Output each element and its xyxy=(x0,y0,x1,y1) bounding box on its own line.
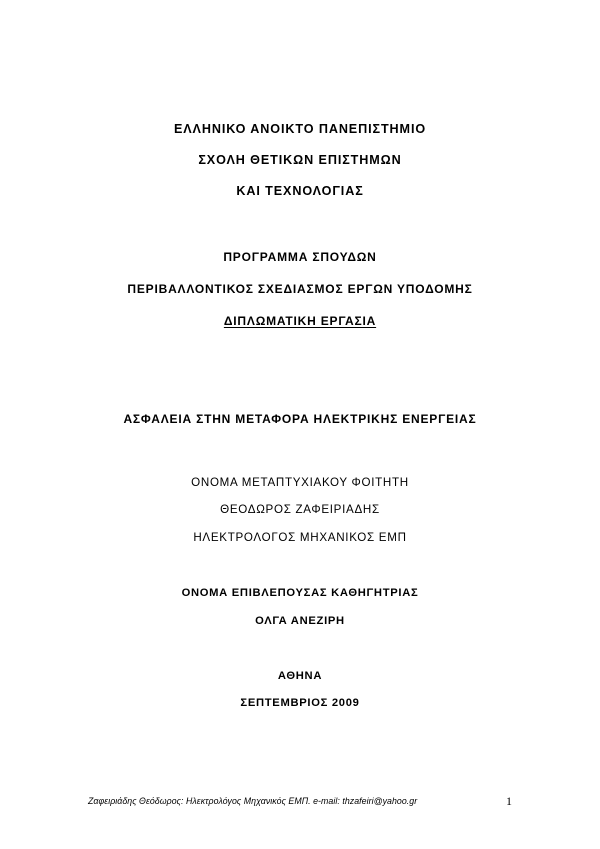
school-name-line2: ΚΑΙ ΤΕΧΝΟΛΟΓΙΑΣ xyxy=(236,184,364,198)
thesis-label xyxy=(0,313,600,329)
program-name: ΠΕΡΙΒΑΛΛΟΝΤΙΚΟΣ ΣΧΕΔΙΑΣΜΟΣ ΕΡΓΩΝ ΥΠΟΔΟΜΗΣ xyxy=(127,282,473,296)
thesis-title: ΑΣΦΑΛΕΙΑ ΣΤΗΝ ΜΕΤΑΦΟΡΑ ΗΛΕΚΤΡΙΚΗΣ ΕΝΕΡΓΕΙΑΣ xyxy=(123,412,477,426)
page-number: 1 xyxy=(506,794,512,808)
student-label: ΟΝΟΜΑ ΜΕΤΑΠΤΥΧΙΑΚΟΥ ΦΟΙΤΗΤΗ xyxy=(191,476,409,489)
student-name: ΘΕΟΔΩΡΟΣ ΖΑΦΕΙΡΙΑΔΗΣ xyxy=(220,503,380,516)
school-name-line1: ΣΧΟΛΗ ΘΕΤΙΚΩΝ ΕΠΙΣΤΗΜΩΝ xyxy=(198,153,402,167)
university-name: ΕΛΛΗΝΙΚΟ ΑΝΟΙΚΤΟ ΠΑΝΕΠΙΣΤΗΜΙΟ xyxy=(173,122,427,136)
supervisor-name: ΟΛΓΑ ΑΝΕΖΙΡΗ xyxy=(255,615,345,627)
supervisor-label: ΟΝΟΜΑ ΕΠΙΒΛΕΠΟΥΣΑΣ ΚΑΘΗΓΗΤΡΙΑΣ xyxy=(181,587,419,599)
date: ΣΕΠΤΕΜΒΡΙΟΣ 2009 xyxy=(240,697,360,709)
footer-author-contact: Ζαφειριάδης Θεόδωρος: Ηλεκτρολόγος Μηχανικός ΕΜΠ. e-mail: thzafeiri@yahoo.gr xyxy=(88,796,418,806)
student-profession: ΗΛΕΚΤΡΟΛΟΓΟΣ ΜΗΧΑΝΙΚΟΣ ΕΜΠ xyxy=(193,531,407,544)
thesis-label-text: ΔΙΠΛΩΜΑΤΙΚΗ ΕΡΓΑΣΙΑ xyxy=(223,314,377,328)
program-label: ΠΡΟΓΡΑΜΜΑ ΣΠΟΥΔΩΝ xyxy=(223,250,377,264)
place: ΑΘΗΝΑ xyxy=(277,670,323,682)
page-footer xyxy=(0,794,600,808)
